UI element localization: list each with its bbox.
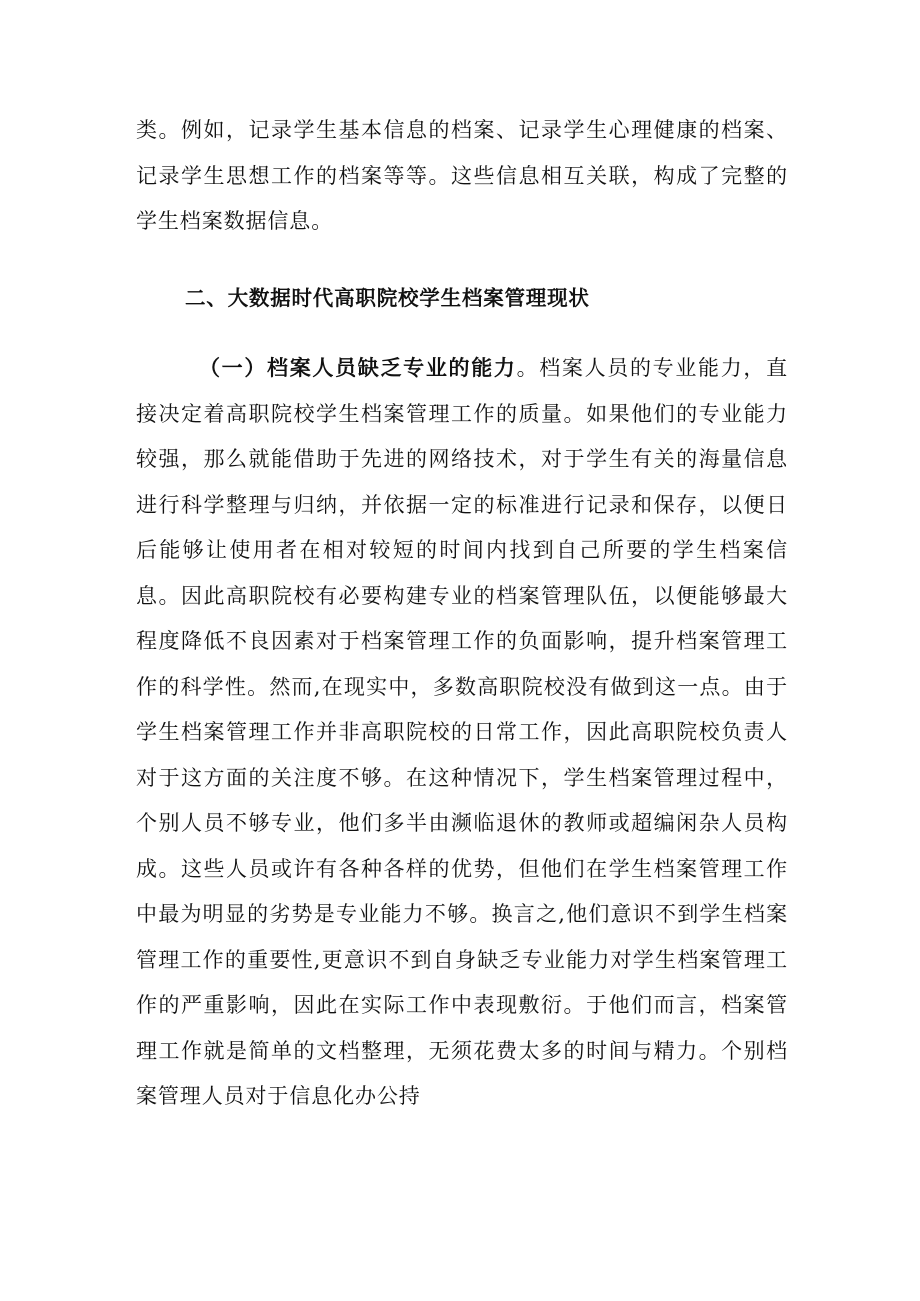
paragraph-body-text: 。档案人员的专业能力，直接决定着高职院校学生档案管理工作的质量。如果他们的专业能力较强，那么就能借助于先进的网络技术，对于学生有关的海量信息进行科学整理与归纳，并依据一定的标准进行记录和保存，以便日后能够让使用者在相对较短的时间内找到自己所要的学生档案信息。因此高职院校有必要构建专业的档案管理队伍，以便能够最大程度降低不良因素对于档案管理工作的负面影响，提升档案管理工作的科学性。然而,在现实中，多数高职院校没有做到这一点。由于学生档案管理工作并非高职院校的日常工作，因此高职院校负责人对于这方面的关注度不够。在这种情况下，学生档案管理过程中，个别人员不够专业，他们多半由濒临退休的教师或超编闲杂人员构成。这些人员或许有各种各样的优势，但他们在学生档案管理工作中最为明显的劣势是专业能力不够。换言之,他们意识不到学生档案管理工作的重要性,更意识不到自身缺乏专业能力对学生档案管理工作的严重影响，因此在实际工作中表现敷衍。于他们而言，档案管理工作就是简单的文档整理，无须花费太多的时间与精力。个别档案管理人员对于信息化办公持 — [136, 356, 788, 1108]
paragraph-continued: 类。例如，记录学生基本信息的档案、记录学生心理健康的档案、记录学生思想工作的档案等等。这些信息相互关联，构成了完整的学生档案数据信息。 — [136, 118, 788, 233]
subsection-lead-title: （一）档案人员缺乏专业的能力 — [199, 356, 517, 380]
paragraph-archive-staff — [136, 346, 788, 1120]
section-heading: 二、大数据时代高职院校学生档案管理现状 — [185, 286, 590, 310]
